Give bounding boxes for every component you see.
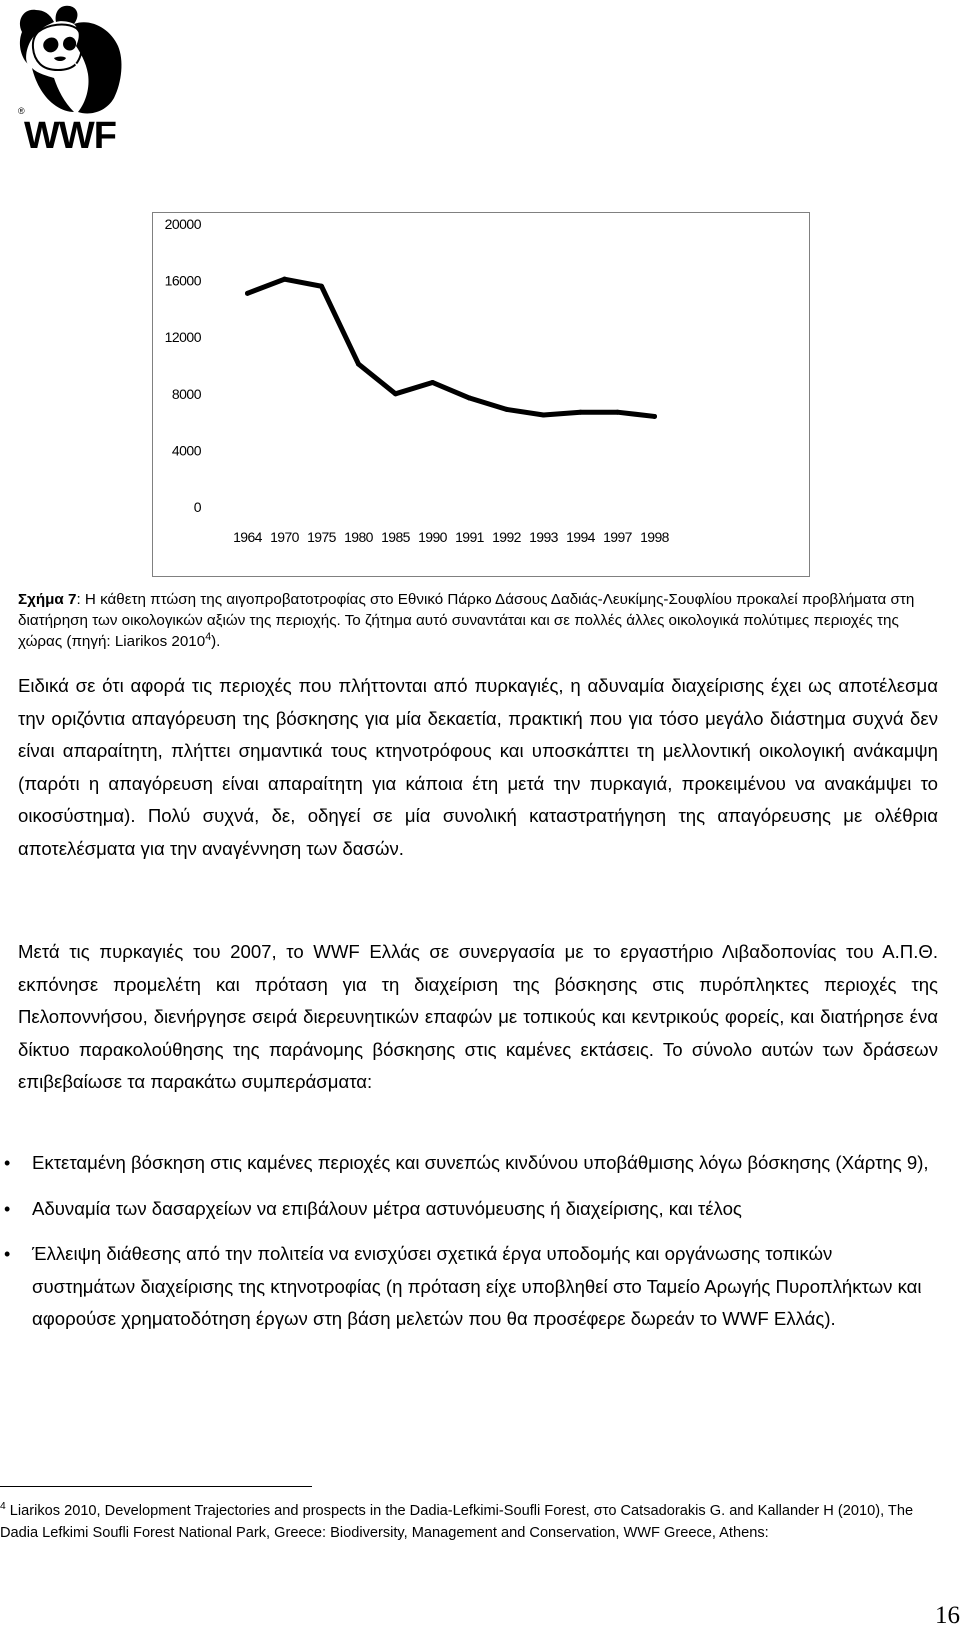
data-point [467,396,472,401]
y-tick-label: 16000 [164,272,201,289]
y-tick-label: 8000 [171,385,201,402]
figure-caption [18,589,933,652]
data-point [319,284,324,289]
data-point [245,291,250,296]
data-point [430,380,435,385]
data-point [578,410,583,415]
data-point [615,410,620,415]
x-tick-label: 1975 [307,529,336,545]
conclusions-list [4,1147,938,1349]
x-tick-label: 1985 [381,529,410,545]
list-item [4,1238,938,1336]
footnote-mark: 4 [0,1501,6,1513]
series-line [248,279,655,416]
data-point [356,362,361,367]
line-chart [153,213,809,576]
x-tick-label: 1964 [233,529,262,545]
bullet-icon: • [4,1244,11,1264]
x-tick-label: 1998 [640,529,669,545]
footnote [0,1500,950,1544]
wwf-logo-text: WWF [24,115,116,157]
y-tick-label: 12000 [164,329,201,346]
list-item-text: Αδυναμία των δασαρχείων να επιβάλουν μέτρα αστυνόμευσης ή διαχείρισης, και τέλος [32,1197,742,1219]
y-tick-label: 4000 [171,442,201,459]
page-number: 16 [935,1602,960,1629]
data-point [504,407,509,412]
wwf-logo [14,2,126,160]
caption-text-a: : Η κάθετη πτώση της αιγοπροβατοτροφίας στο Εθνικό Πάρκο Δάσους Δαδιάς-Λευκίμης-Σουφλίου προκαλεί προβλήματα στη διατήρηση των οικολογικών αξιών της περιοχής. Το ζήτημα αυτό συναντάται και σε πολλές άλλες οικολογικά πολύτιμες περιοχές της χώρας (πηγή: Liarikos 2010 [18,591,915,650]
x-tick-label: 1990 [418,529,447,545]
svg-text:®: ® [18,106,25,116]
data-point [393,391,398,396]
paragraph-1: Ειδικά σε ότι αφορά τις περιοχές που πλήττονται από πυρκαγιές, η αδυναμία διαχείρισης έχει ως αποτέλεσμα την οριζόντια απαγόρευση της βόσκησης για μία δεκαετία, πρακτική που για τόσο μεγάλο διάστημα συχνά δεν είναι απαραίτητη, πλήττει σημαντικά τους κτηνοτρόφους και υποσκάπτει τη μελλοντική οικολογική ανάκαμψη (παρότι η απαγόρευση είναι απαραίτητη για κάποια έτη μετά την πυρκαγιά, προκειμένου να ανακάμψει το οικοσύστημα). Πολύ συχνά, δε, οδηγεί σε μία συνολική καταστρατήγηση της απαγόρευσης με ολέθρια αποτελέσματα για την αναγέννηση των δασών. [18,675,938,859]
x-tick-label: 1994 [566,529,595,545]
x-tick-label: 1993 [529,529,558,545]
list-item-text: Έλλειψη διάθεσης από την πολιτεία να ενισχύσει σχετικά έργα υποδομής και οργάνωσης τοπικών συστημάτων διαχείρισης της κτηνοτροφίας (η πρόταση είχε υποβληθεί στο Ταμείο Αρωγής Πυροπλήκτων και αφορούσε χρηματοδότηση έργων στη βάση μελετών που θα προσέφερε δωρεάν το WWF Ελλάς). [32,1243,922,1329]
x-tick-label: 1997 [603,529,632,545]
x-tick-label: 1991 [455,529,484,545]
data-point [652,414,657,419]
footnote-divider [0,1486,312,1487]
panda-icon [14,2,126,120]
data-point [282,277,287,282]
list-item-text: Εκτεταμένη βόσκηση στις καμένες περιοχές και συνεπώς κινδύνου υποβάθμισης λόγω βόσκησης (Χάρτης 9), [32,1152,929,1173]
caption-footnote-ref[interactable]: 4 [205,630,212,643]
caption-text-b: ). [211,633,221,650]
bullet-icon: • [4,1153,11,1173]
data-point [541,413,546,418]
caption-label: Σχήμα 7 [18,591,77,608]
y-tick-label: 0 [193,499,201,515]
x-tick-label: 1970 [270,529,299,545]
y-tick-label: 20000 [164,216,201,232]
goat-sheep-farming-chart [152,212,810,577]
x-tick-label: 1992 [492,529,521,545]
list-item [4,1193,938,1226]
list-item [4,1147,938,1180]
footnote-text: Liarikos 2010, Development Trajectories and prospects in the Dadia-Lefkimi-Soufli Forest, στο Catsadorakis G. and Kallander H (2010), The Dadia Lefkimi Soufli Forest National Park, Greece: Biodiversity, Management and Conservation, WWF Greece, Athens: [0,1503,914,1541]
paragraph-2: Μετά τις πυρκαγιές του 2007, το WWF Ελλάς σε συνεργασία με το εργαστήριο Λιβαδοπονίας του Α.Π.Θ. εκπόνησε προμελέτη και πρόταση για τη διαχείριση της βόσκησης στις πυρόπληκτες περιοχές της Πελοποννήσου, διενήργησε σειρά διερευνητικών επαφών με τοπικούς και κεντρικούς φορείς, και διατήρησε ένα δίκτυο παρακολούθησης της παράνομης βόσκησης στις καμένες εκτάσεις. Το σύνολο αυτών των δράσεων επιβεβαίωσε τα παρακάτω συμπεράσματα: [18,941,938,1092]
bullet-icon: • [4,1198,11,1219]
x-tick-label: 1980 [344,529,373,545]
